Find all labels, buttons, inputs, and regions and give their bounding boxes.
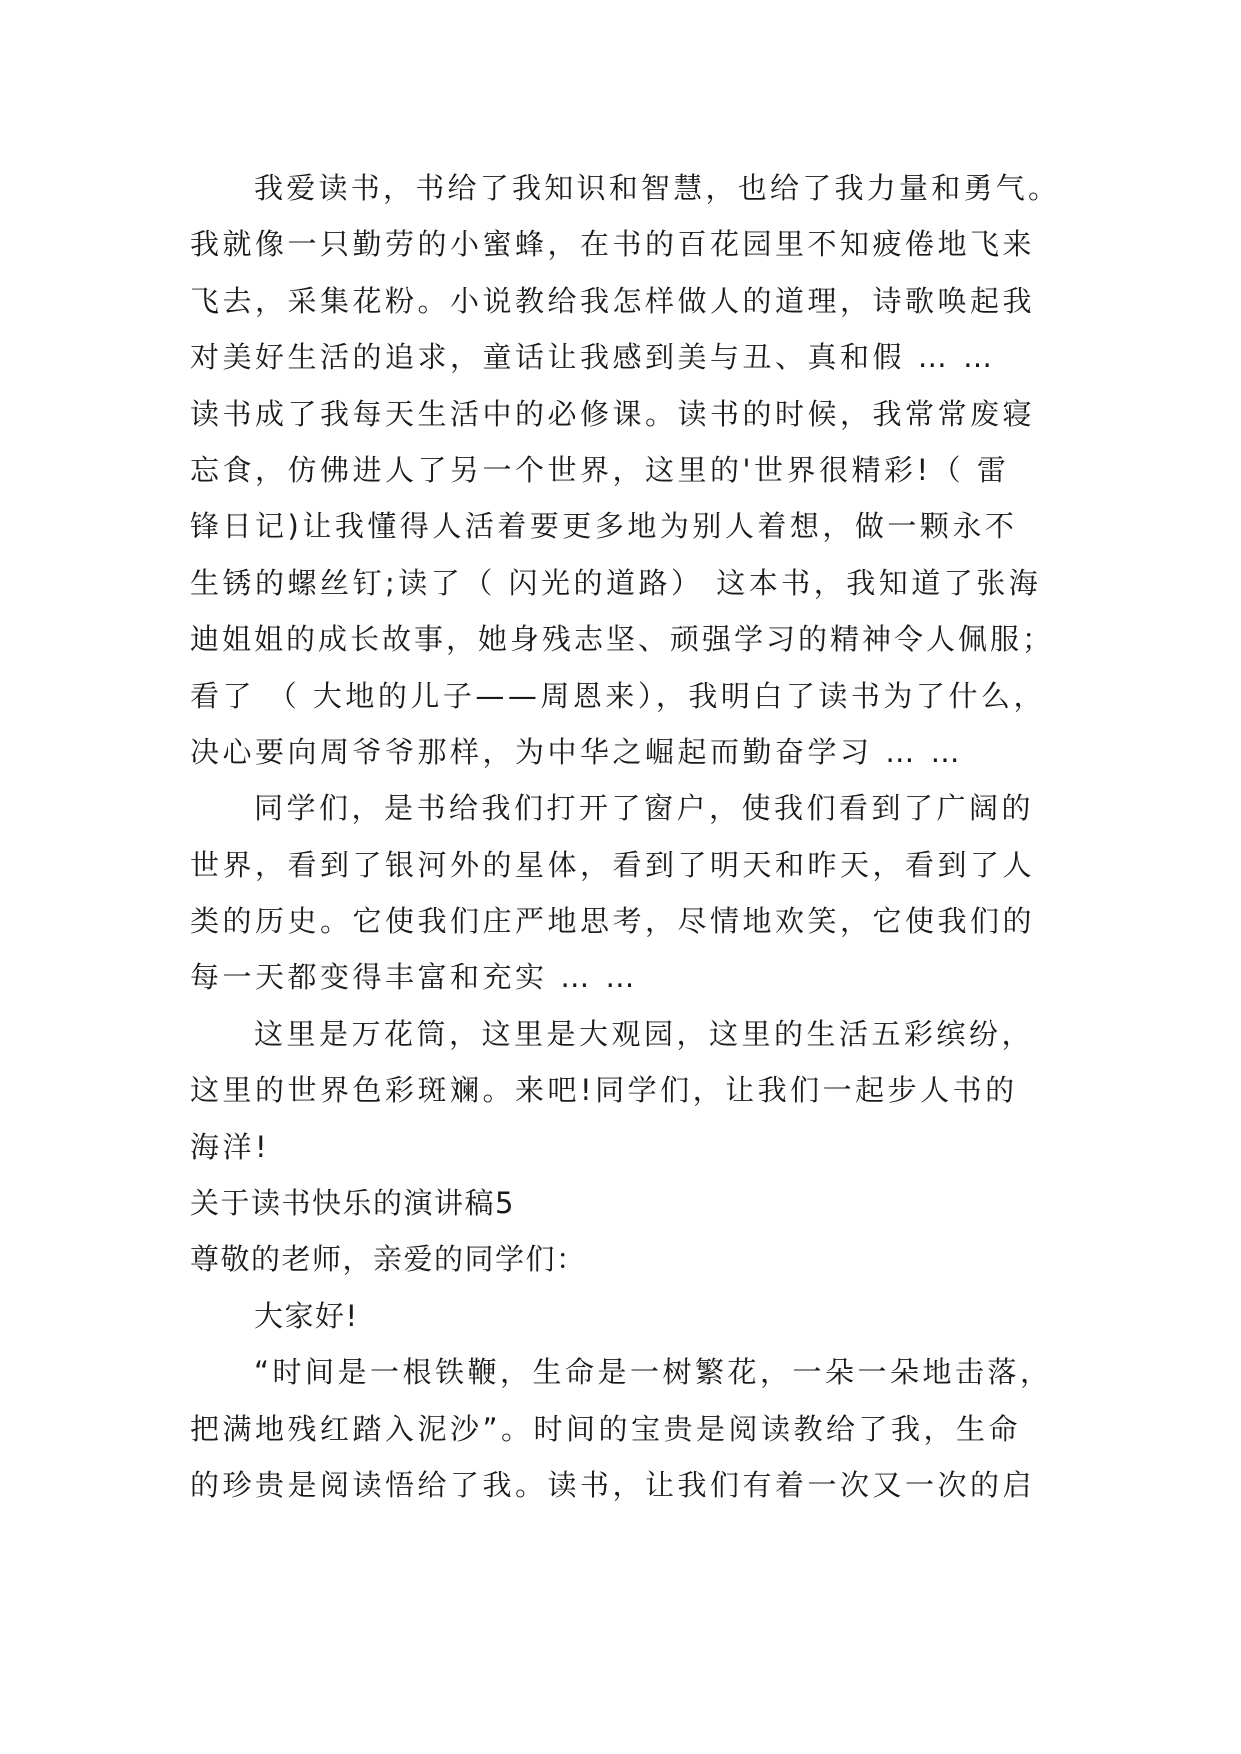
paragraph-line: 我就像一只勤劳的小蜜蜂，在书的百花园里不知疲倦地飞来 <box>190 227 1036 262</box>
paragraph-line: 这里的世界色彩斑斓。来吧!同学们，让我们一起步人书的 <box>190 1073 1018 1108</box>
paragraph-line: 海洋! <box>190 1129 271 1164</box>
salutation: 尊敬的老师，亲爱的同学们： <box>190 1242 587 1277</box>
paragraph-line: 忘食，仿佛进人了另一个世界，这里的'世界很精彩!（ 雷 <box>190 452 1010 487</box>
greeting: 大家好! <box>254 1298 359 1333</box>
paragraph-line: 读书成了我每天生活中的必修课。读书的时候，我常常废寝 <box>190 396 1036 431</box>
paragraph-line: 的珍贵是阅读悟给了我。读书，让我们有着一次又一次的启 <box>190 1467 1036 1502</box>
paragraph-line: 锋日记)让我懂得人活着要更多地为别人着想，做一颗永不 <box>190 509 1018 544</box>
paragraph-line: 对美好生活的追求，童话让我感到美与丑、真和假 … … <box>190 340 996 375</box>
paragraph-line: 类的历史。它使我们庄严地思考，尽情地欢笑，它使我们的 <box>190 904 1036 939</box>
paragraph-line: “时间是一根铁鞭，生命是一树繁花，一朵一朵地击落， <box>254 1355 1053 1390</box>
paragraph-line: 世界，看到了银河外的星体，看到了明天和昨天，看到了人 <box>190 847 1036 882</box>
paragraph-line: 我爱读书，书给了我知识和智慧，也给了我力量和勇气。 <box>254 171 1061 205</box>
paragraph-line: 这里是万花筒，这里是大观园，这里的生活五彩缤纷， <box>254 1016 1035 1051</box>
paragraph-line: 生锈的螺丝钉;读了（ 闪光的道路） 这本书，我知道了张海 <box>190 565 1042 600</box>
paragraph-line: 迪姐姐的成长故事，她身残志坚、顽强学习的精神令人佩服； <box>190 622 1055 657</box>
document-body <box>190 160 1060 1513</box>
paragraph-line: 飞去，采集花粉。小说教给我怎样做人的道理，诗歌唤起我 <box>190 283 1036 318</box>
section-heading: 关于读书快乐的演讲稿5 <box>190 1186 515 1221</box>
paragraph-line: 同学们，是书给我们打开了窗户，使我们看到了广阔的 <box>254 791 1035 826</box>
paragraph-line: 看了 （ 大地的儿子——周恩来），我明白了读书为了什么， <box>190 678 1046 713</box>
paragraph-line: 决心要向周爷爷那样，为中华之崛起而勤奋学习 … … <box>190 734 963 769</box>
paragraph-line: 把满地残红踏入泥沙”。时间的宝贵是阅读教给了我，生命 <box>190 1411 1022 1446</box>
paragraph-line: 每一天都变得丰富和充实 … … <box>190 960 638 995</box>
